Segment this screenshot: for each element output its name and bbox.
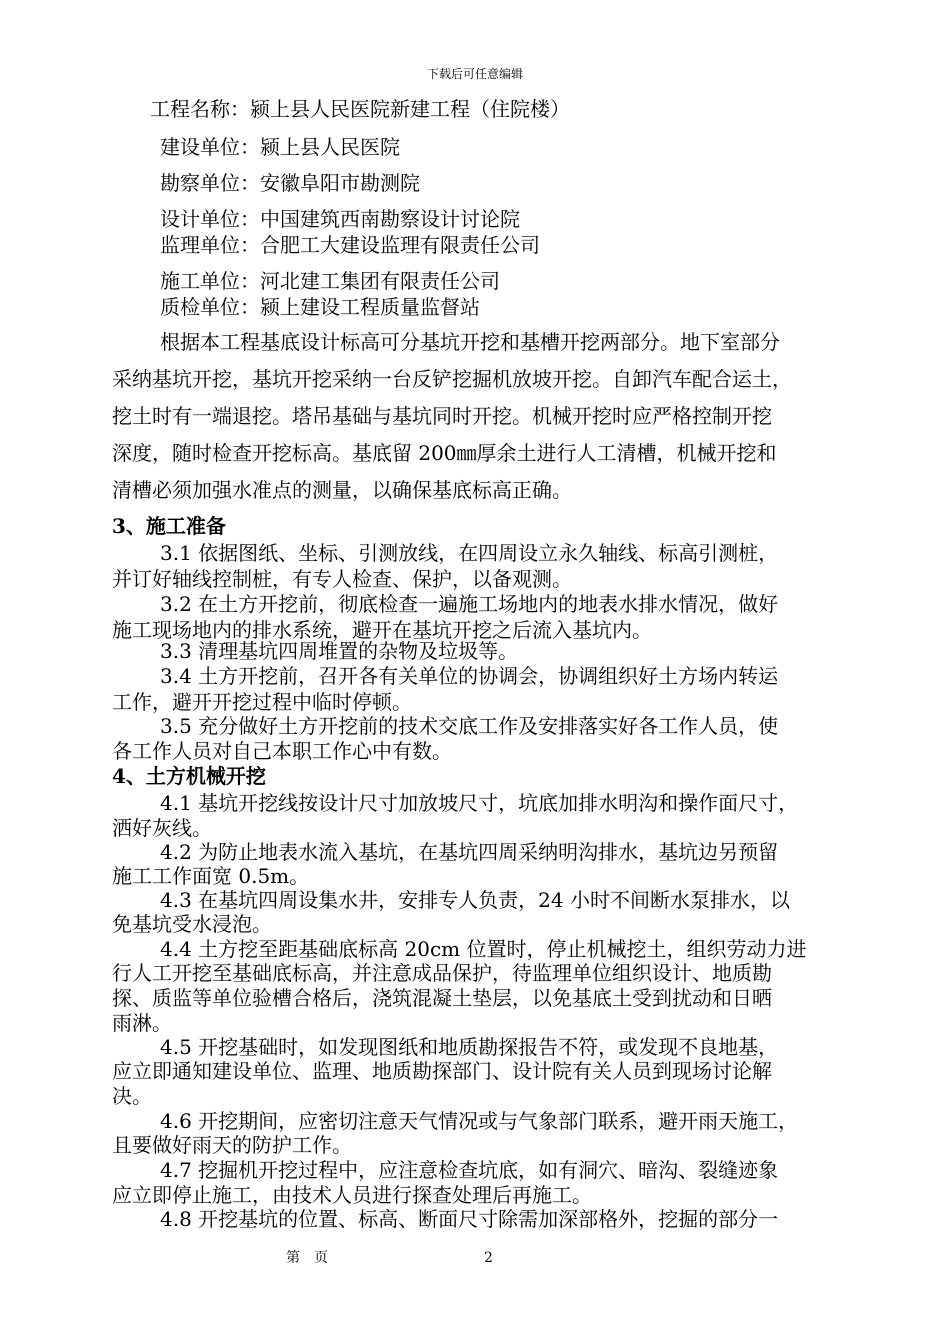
section-4-heading: 4、土方机械开挖 bbox=[112, 764, 266, 788]
info-owner: 建设单位：颍上县人民医院 bbox=[160, 135, 400, 159]
section-3-line: 并订好轴线控制桩，有专人检查、保护，以备观测。 bbox=[112, 567, 572, 591]
section-4-line: 4.2 为防止地表水流入基坑，在基坑四周采纳明沟排水，基坑边另预留 bbox=[160, 840, 779, 864]
info-contractor: 施工单位：河北建工集团有限责任公司 bbox=[160, 269, 500, 293]
section-4-line: 且要做好雨天的防护工作。 bbox=[112, 1133, 352, 1157]
section-4-line: 4.4 土方挖至距基础底标高 20cm 位置时，停止机械挖土，组织劳动力进 bbox=[160, 937, 807, 961]
section-4-line: 决。 bbox=[112, 1084, 152, 1108]
intro-line: 深度，随时检查开挖标高。基底留 200㎜厚余土进行人工清槽，机械开挖和 bbox=[112, 441, 777, 465]
section-4-line: 施工工作面宽 0.5m。 bbox=[112, 864, 310, 888]
section-4-line: 4.3 在基坑四周设集水井，安排专人负责，24 小时不间断水泵排水，以 bbox=[160, 888, 790, 912]
footer-page-label: 第 页 bbox=[286, 1250, 328, 1266]
section-4-line: 4.1 基坑开挖线按设计尺寸加放坡尺寸，坑底加排水明沟和操作面尺寸， bbox=[160, 791, 799, 815]
intro-line: 清槽必须加强水准点的测量，以确保基底标高正确。 bbox=[112, 478, 572, 502]
section-4-line: 探、质监等单位验槽合格后，浇筑混凝土垫层，以免基底土受到扰动和日晒 bbox=[112, 986, 772, 1010]
section-3-line: 3.4 土方开挖前，召开各有关单位的协调会，协调组织好土方场内转运 bbox=[160, 664, 779, 688]
section-3-line: 3.2 在土方开挖前，彻底检查一遍施工场地内的地表水排水情况，做好 bbox=[160, 592, 779, 616]
section-4-line: 应立即通知建设单位、监理、地质勘探部门、设计院有关人员到现场讨论解 bbox=[112, 1059, 772, 1083]
section-3-line: 施工现场地内的排水系统，避开在基坑开挖之后流入基坑内。 bbox=[112, 618, 652, 642]
section-3-line: 3.1 依据图纸、坐标、引测放线，在四周设立永久轴线、标高引测桩， bbox=[160, 541, 779, 565]
section-4-line: 应立即停止施工，由技术人员进行探查处理后再施工。 bbox=[112, 1183, 592, 1207]
section-4-line: 4.7 挖掘机开挖过程中，应注意检查坑底，如有洞穴、暗沟、裂缝迹象 bbox=[160, 1158, 779, 1182]
section-4-line: 4.8 开挖基坑的位置、标高、断面尺寸除需加深部格外，挖掘的部分一 bbox=[160, 1207, 779, 1231]
intro-line: 挖土时有一端退挖。塔吊基础与基坑同时开挖。机械开挖时应严格控制开挖 bbox=[112, 404, 772, 428]
info-survey: 勘察单位：安徽阜阳市勘测院 bbox=[160, 171, 420, 195]
intro-line: 根据本工程基底设计标高可分基坑开挖和基槽开挖两部分。地下室部分 bbox=[160, 330, 780, 354]
section-3-line: 各工作人员对自己本职工作心中有数。 bbox=[112, 739, 452, 763]
section-3-heading: 3、施工准备 bbox=[112, 514, 226, 538]
info-project-name: 工程名称：颍上县人民医院新建工程（住院楼） bbox=[150, 97, 570, 121]
intro-line: 采纳基坑开挖，基坑开挖采纳一台反铲挖掘机放坡开挖。自卸汽车配合运土， bbox=[112, 367, 792, 391]
section-4-line: 免基坑受水浸泡。 bbox=[112, 912, 272, 936]
section-4-line: 4.6 开挖期间，应密切注意天气情况或与气象部门联系，避开雨天施工， bbox=[160, 1109, 799, 1133]
section-4-line: 行人工开挖至基础底标高，并注意成品保护，待监理单位组织设计、地质勘 bbox=[112, 961, 772, 985]
section-3-line: 3.3 清理基坑四周堆置的杂物及垃圾等。 bbox=[160, 639, 519, 663]
page-header-note: 下载后可任意编辑 bbox=[426, 67, 523, 81]
footer-page-number: 2 bbox=[484, 1250, 493, 1266]
section-3-line: 3.5 充分做好土方开挖前的技术交底工作及安排落实好各工作人员，使 bbox=[160, 714, 779, 738]
section-4-line: 洒好灰线。 bbox=[112, 816, 212, 840]
section-4-line: 4.5 开挖基础时，如发现图纸和地质勘探报告不符，或发现不良地基， bbox=[160, 1035, 779, 1059]
info-supervision: 监理单位：合肥工大建设监理有限责任公司 bbox=[160, 233, 540, 257]
info-design: 设计单位：中国建筑西南勘察设计讨论院 bbox=[160, 207, 520, 231]
info-quality: 质检单位：颍上建设工程质量监督站 bbox=[160, 295, 480, 319]
section-3-line: 工作，避开开挖过程中临时停顿。 bbox=[112, 690, 412, 714]
section-4-line: 雨淋。 bbox=[112, 1011, 172, 1035]
